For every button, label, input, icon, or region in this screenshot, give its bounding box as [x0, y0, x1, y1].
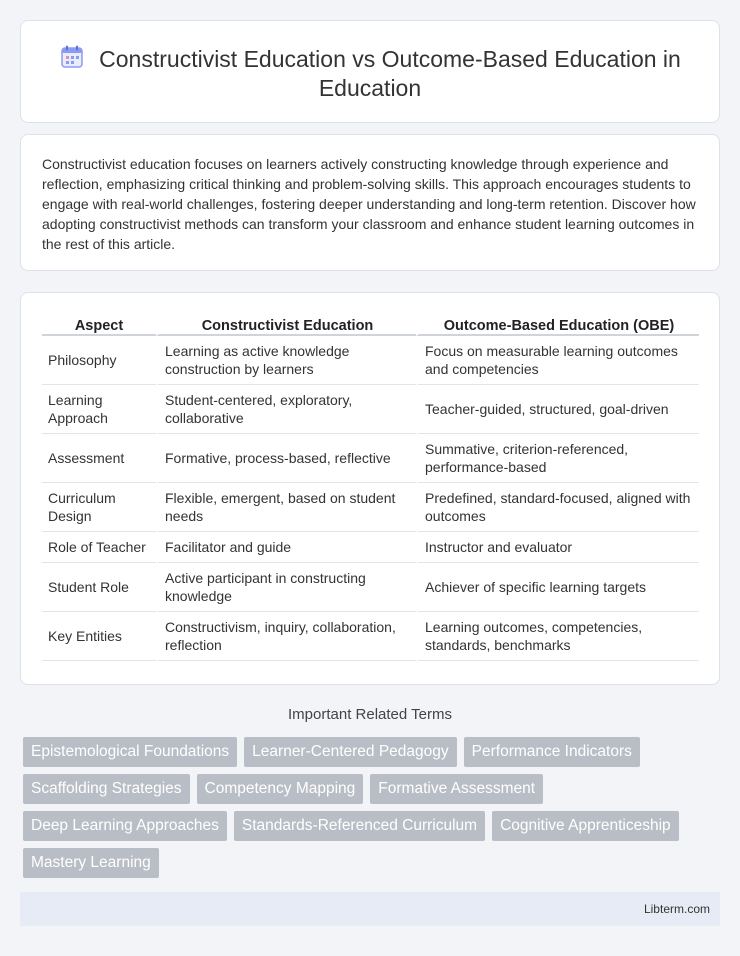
table-row: [42, 434, 699, 483]
row-obe: Instructor and evaluator: [416, 532, 699, 563]
row-obe: Predefined, standard-focused, aligned with outcomes: [416, 483, 699, 532]
calendar-icon: [59, 44, 85, 70]
related-term-tag[interactable]: Competency Mapping: [197, 774, 364, 804]
header-constructivist: Constructivist Education: [156, 315, 416, 336]
table-row: [42, 532, 699, 563]
header-aspect: Aspect: [42, 315, 156, 336]
related-term-tag[interactable]: Deep Learning Approaches: [23, 811, 227, 841]
row-constructivist: Facilitator and guide: [156, 532, 416, 563]
row-obe: Learning outcomes, competencies, standards, benchmarks: [416, 612, 699, 661]
footer: [20, 892, 720, 926]
table-row: [42, 563, 699, 612]
header-obe: Outcome-Based Education (OBE): [416, 315, 699, 336]
row-constructivist: Constructivism, inquiry, collaboration, reflection: [156, 612, 416, 661]
row-aspect: Philosophy: [42, 336, 156, 385]
table-row: [42, 612, 699, 661]
related-term-tag[interactable]: Scaffolding Strategies: [23, 774, 190, 804]
row-aspect: Student Role: [42, 563, 156, 612]
related-terms-heading: Important Related Terms: [288, 706, 452, 723]
comparison-table-card: [20, 292, 720, 685]
comparison-table: [42, 315, 699, 661]
related-term-tag[interactable]: Standards-Referenced Curriculum: [234, 811, 485, 841]
row-obe: Achiever of specific learning targets: [416, 563, 699, 612]
row-constructivist: Student-centered, exploratory, collaborative: [156, 385, 416, 434]
row-constructivist: Formative, process-based, reflective: [156, 434, 416, 483]
table-row: [42, 385, 699, 434]
related-term-tag[interactable]: Cognitive Apprenticeship: [492, 811, 679, 841]
table-header-row: [42, 315, 699, 336]
row-aspect: Role of Teacher: [42, 532, 156, 563]
row-aspect: Curriculum Design: [42, 483, 156, 532]
intro-card: [20, 134, 720, 271]
title-card: [20, 20, 720, 123]
table-row: [42, 336, 699, 385]
related-term-tag[interactable]: Learner-Centered Pedagogy: [244, 737, 456, 767]
related-term-tag[interactable]: Formative Assessment: [370, 774, 543, 804]
related-term-tag[interactable]: Epistemological Foundations: [23, 737, 237, 767]
row-aspect: Assessment: [42, 434, 156, 483]
row-aspect: Key Entities: [42, 612, 156, 661]
intro-paragraph: Constructivist education focuses on learners actively constructing knowledge through experience and reflection, emphasizing critical thinking and problem-solving skills. This approach encourages students to engage with real-world challenges, fostering deeper understanding and long-term retention. Discover how adopting constructivist methods can transform your classroom and enhance student learning outcomes in the rest of this article.: [42, 156, 696, 252]
row-obe: Teacher-guided, structured, goal-driven: [416, 385, 699, 434]
footer-site-link[interactable]: Libterm.com: [643, 902, 710, 916]
related-term-tag[interactable]: Mastery Learning: [23, 848, 159, 878]
tag-row: [23, 848, 723, 878]
tag-row: [23, 737, 723, 767]
related-terms-list: [23, 737, 723, 885]
tag-row: [23, 774, 723, 804]
page-title: Constructivist Education vs Outcome-Based Education in Education: [99, 46, 681, 101]
row-constructivist: Learning as active knowledge construction by learners: [156, 336, 416, 385]
row-constructivist: Flexible, emergent, based on student needs: [156, 483, 416, 532]
row-obe: Summative, criterion-referenced, performance-based: [416, 434, 699, 483]
row-obe: Focus on measurable learning outcomes and competencies: [416, 336, 699, 385]
related-term-tag[interactable]: Performance Indicators: [464, 737, 640, 767]
row-constructivist: Active participant in constructing knowledge: [156, 563, 416, 612]
row-aspect: Learning Approach: [42, 385, 156, 434]
tag-row: [23, 811, 723, 841]
table-row: [42, 483, 699, 532]
page-title-wrap: [21, 44, 719, 103]
